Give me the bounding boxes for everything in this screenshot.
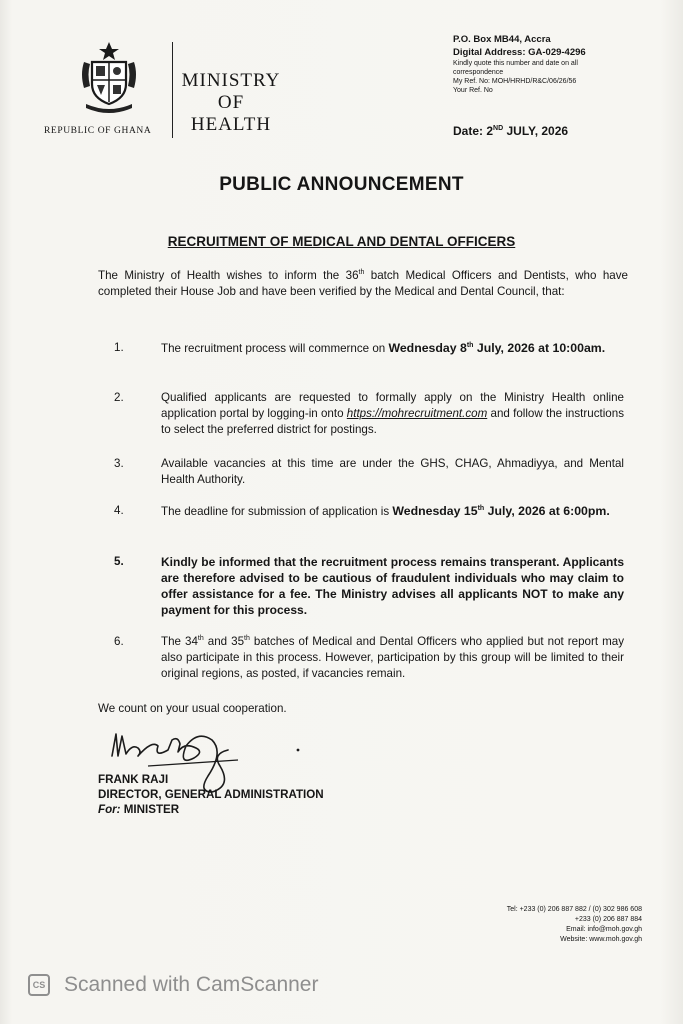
item-date-b: July, 2026 at 10:00am. [473,341,606,355]
intro-ordinal: th [358,269,365,277]
quote-note-1: Kindly quote this number and date on all [453,60,578,67]
item-text: Available vacancies at this time are under the GHS, CHAG, Ahmadiyya, and Mental Health Authority. [161,457,624,486]
item-text [161,503,624,520]
item-ordinal-1: th [197,635,204,643]
recruitment-portal-link[interactable]: https://mohrecruitment.com [346,407,488,420]
item-text-b: and 35 [203,635,245,648]
item-text: Kindly be informed that the recruitment process remains transperant. Applicants are therefore advised to be cautious of fraudulent individuals who may claim to offer assistance for a fee. The Ministry advises all applicants NOT to make any payment for this process. [161,555,624,617]
contact-block [420,905,642,945]
date-prefix: Date: 2 [453,124,494,138]
date-suffix: JULY, 2026 [503,124,569,138]
item-text-a: Qualified applicants are requested to formally apply on the Ministry Health online application portal by logging-in onto [161,391,624,420]
address-block [453,34,673,95]
po-box: P.O. Box MB44, Accra [453,34,551,45]
ministry-line-2: OF [217,92,245,113]
item-date-a: Wednesday 15 [392,504,478,518]
item-date-a: Wednesday 8 [388,341,467,355]
item-ordinal-2: th [244,635,250,643]
item-number: 4. [114,504,124,517]
signatory-title: DIRECTOR, GENERAL ADMINISTRATION [98,788,324,801]
item-number: 5. [114,555,124,568]
ghana-coat-of-arms-icon [78,40,140,114]
item-date [392,504,609,518]
contact-website: Website: www.moh.gov.gh [560,936,642,943]
quote-note-2: correspondence [453,69,504,76]
header-divider [172,42,173,138]
signatory-name: FRANK RAJI [98,773,169,786]
ministry-line-1: MINISTRY [181,70,281,91]
your-ref-number: Your Ref. No [453,87,493,94]
item-number: 6. [114,635,124,648]
scanner-text: Scanned with CamScanner [64,973,319,996]
contact-email: Email: info@moh.gov.gh [566,926,642,933]
item-text [161,390,624,438]
item-text-c: batches of Medical and Dental Officers who applied but not report may also participate in this process. However, participation by this group will be limited to their original regions, as posted, if vacancies remain. [161,635,624,680]
intro-text-b: batch Medical Officers and Dentists, who have completed their House Job and have been verified by the Medical and Dental Council, that: [98,269,628,298]
camscanner-logo-icon: CS [28,974,50,996]
item-text [161,634,624,682]
signatory-for [98,802,324,817]
contact-tel-2: +233 (0) 206 887 884 [574,916,642,923]
scanner-watermark [0,962,683,1010]
item-date-ordinal: th [466,341,474,349]
item-date [388,341,605,355]
subtitle: RECRUITMENT OF MEDICAL AND DENTAL OFFICERS [167,234,516,249]
ministry-line-3: HEALTH [190,114,272,135]
item-text-b: and follow the instructions to select the preferred district for postings. [161,407,624,436]
item-number: 2. [114,391,124,404]
republic-of-ghana-label: REPUBLIC OF GHANA [44,126,152,136]
signatory-block [98,772,324,817]
digital-address: Digital Address: GA-029-4296 [453,47,586,58]
item-number: 1. [114,341,124,354]
intro-paragraph [98,268,628,300]
item-text [161,340,624,357]
ministry-name [176,70,286,136]
item-number: 3. [114,457,124,470]
my-ref-number: My Ref. No: MOH/HRHD/R&C/06/26/56 [453,78,577,85]
item-text-a: The 34 [161,635,198,648]
date-ordinal: ND [493,125,504,132]
closing-line: We count on your usual cooperation. [98,702,287,715]
item-text-a: The recruitment process will commernce on [161,342,389,355]
item-text-a: The deadline for submission of application is [161,505,393,518]
for-value: MINISTER [120,803,180,816]
letter-date [453,124,568,138]
page-title: PUBLIC ANNOUNCEMENT [219,174,464,195]
item-date-ordinal: th [477,504,485,512]
intro-text-a: The Ministry of Health wishes to inform the 36 [98,269,359,282]
for-label: For: [98,803,121,816]
item-date-b: July, 2026 at 6:00pm. [484,504,610,518]
contact-tel-1: Tel: +233 (0) 206 887 882 / (0) 302 986 608 [506,906,642,913]
